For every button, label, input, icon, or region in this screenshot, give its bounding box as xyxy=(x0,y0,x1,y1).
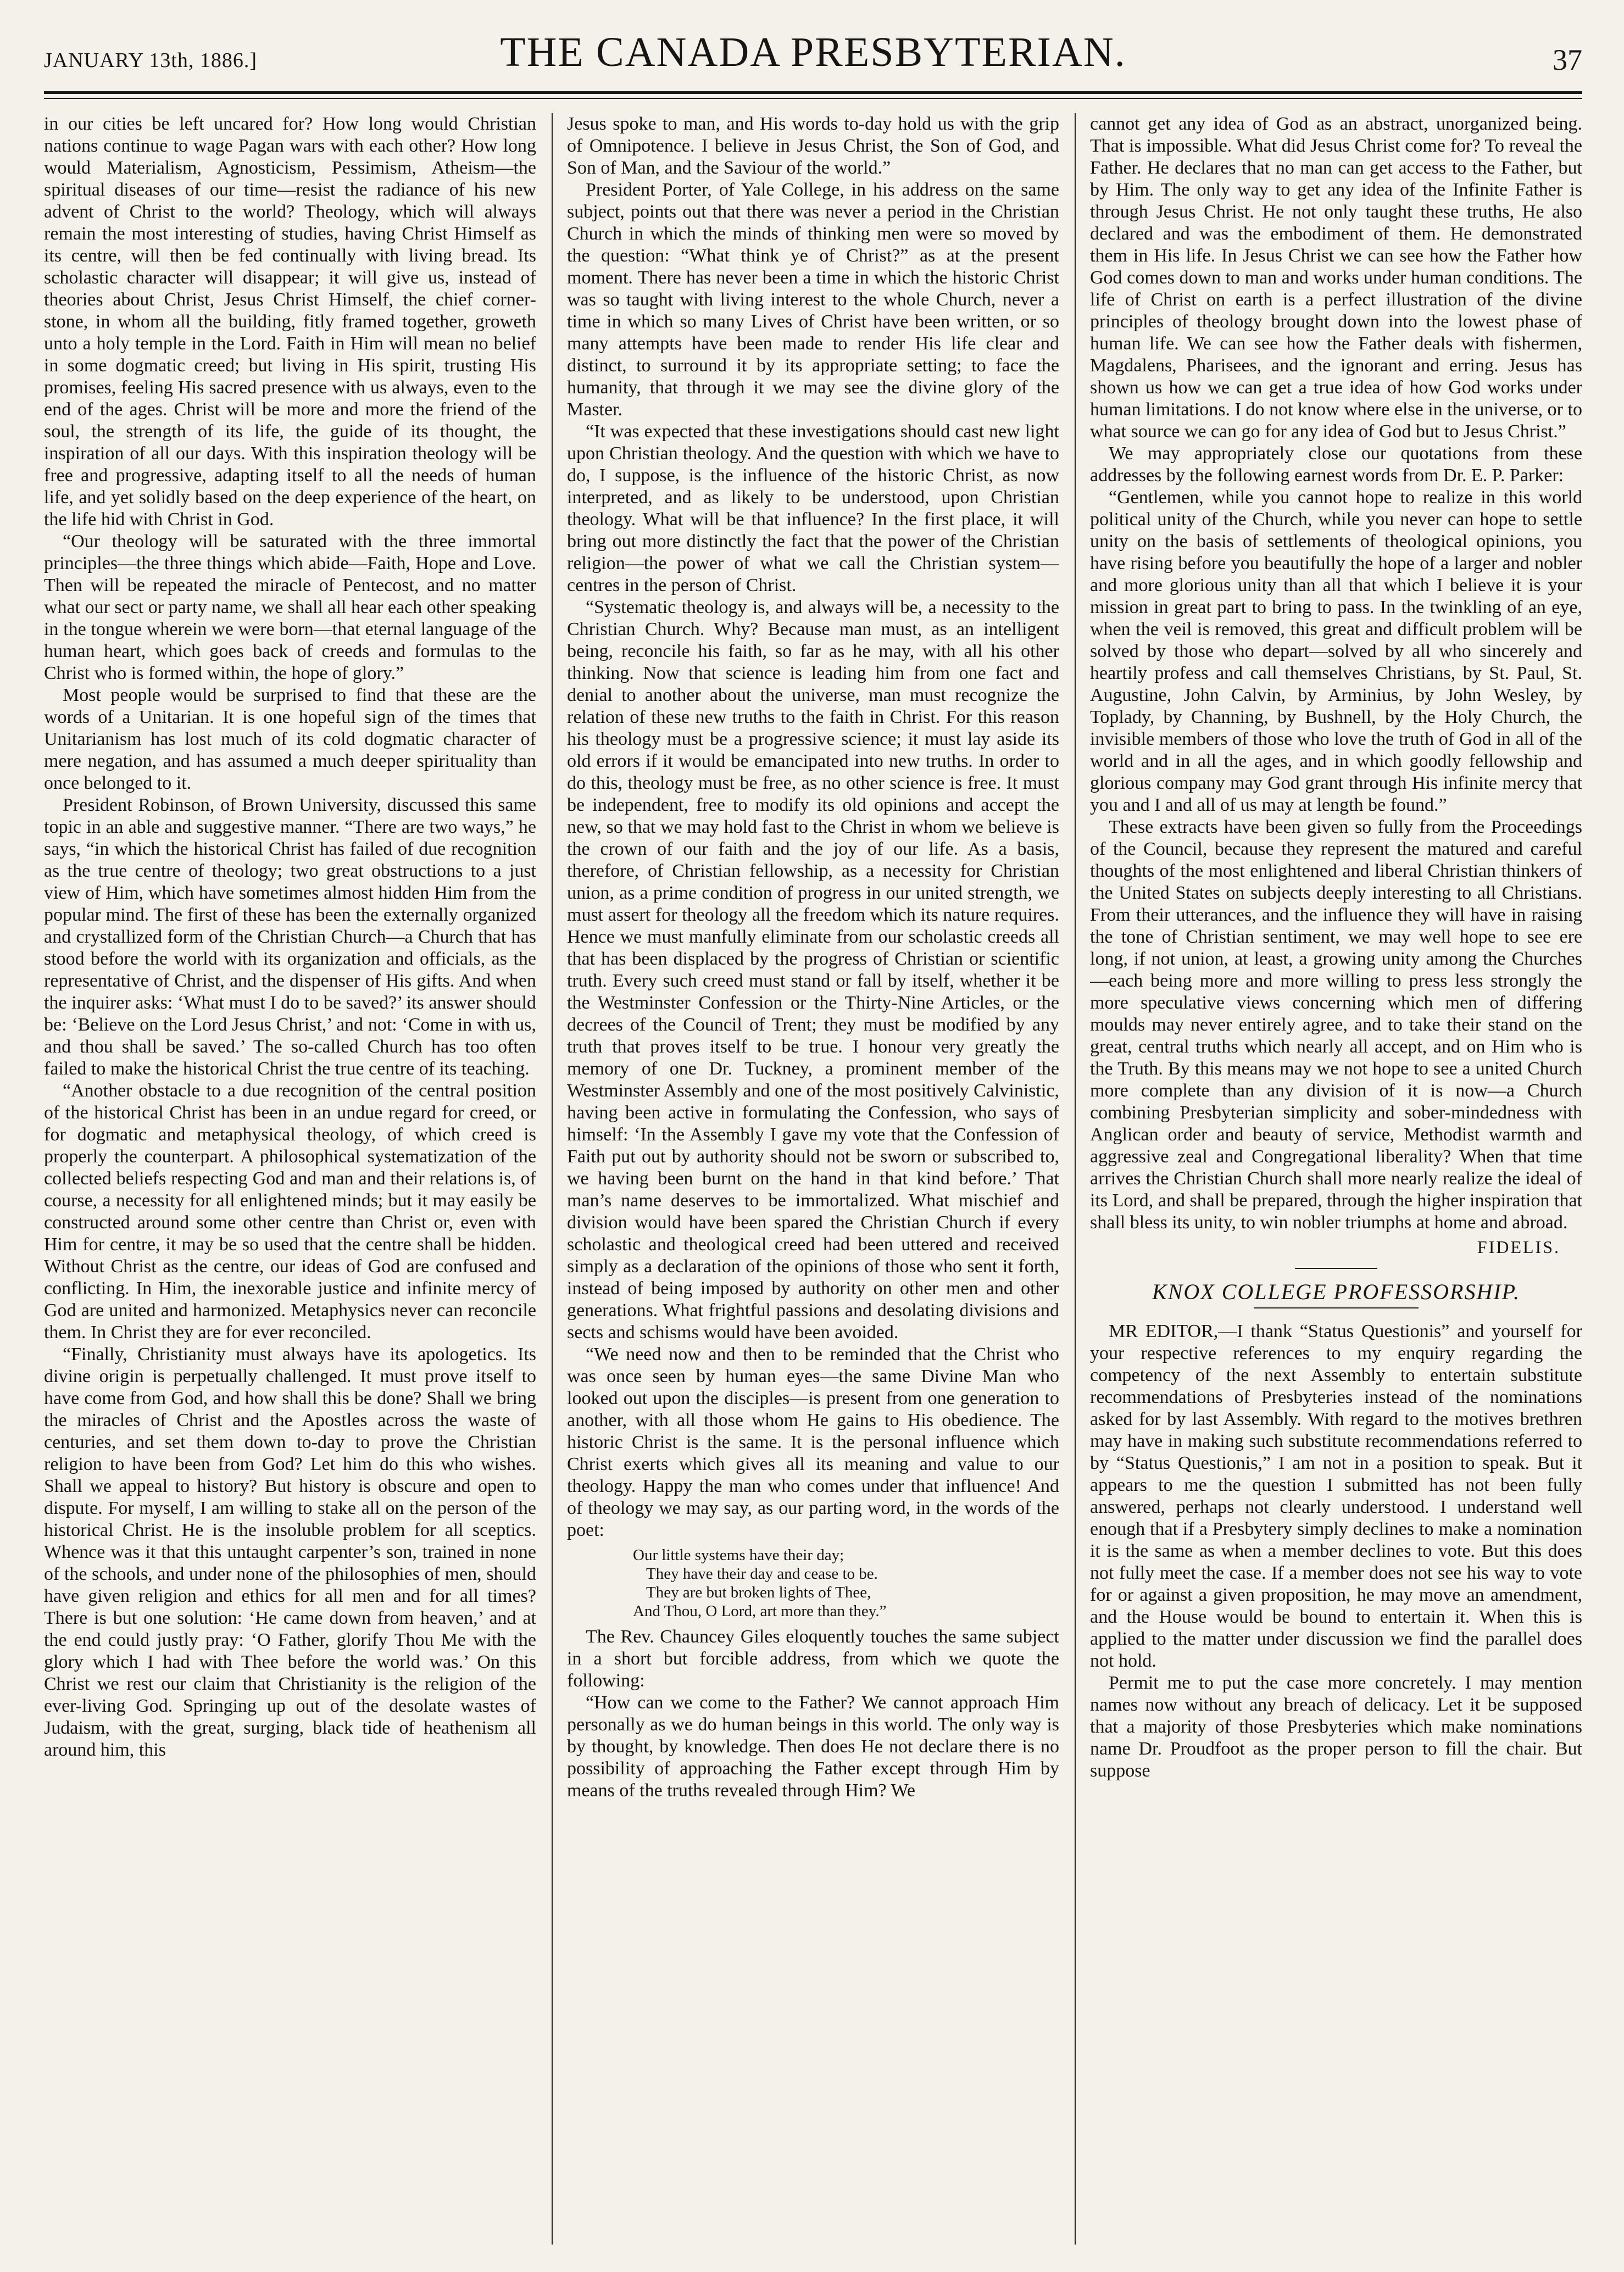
column-1 xyxy=(44,113,536,2245)
poem-line: They are but broken lights of Thee, xyxy=(646,1584,871,1601)
paragraph: “How can we come to the Father? We cannot approach Him personally as we do human beings in this world. The only way is by thought, by knowledge. Then does He not declare there is no possibility of approaching the Father except through Him by means of the truths revealed through Him? We xyxy=(567,1692,1059,1801)
paragraph: Jesus spoke to man, and His words to-day hold us with the grip of Omnipotence. I believe in Jesus Christ, the Son of God, and Son of Man, and the Saviour of the world.” xyxy=(567,114,1059,178)
masthead xyxy=(44,26,1582,83)
paragraph: Permit me to put the case more concretely. I may mention names now without any breach of delicacy. Let it be supposed that a majority of those Presbyteries which make nominations name Dr. Proudfoot as the proper person to fill the chair. But suppose xyxy=(1090,1673,1582,1781)
paragraph: “We need now and then to be reminded that the Christ who was once seen by human eyes—the same Divine Man who looked out upon the disciples—is present from one generation to another, with all those whom He gains to His obedience. The historic Christ is the same. It is the personal influence which Christ exerts which gives all its meaning and value to our theology. Happy the man who comes under that influence! And of theology we may say, as our parting word, in the words of the poet: xyxy=(567,1344,1059,1540)
issue-date: JANUARY 13th, 1886.] xyxy=(44,49,258,72)
page-number: 37 xyxy=(1553,43,1582,76)
paragraph: The Rev. Chauncey Giles eloquently touches the same subject in a short but forcible address, from which we quote the following: xyxy=(567,1627,1059,1691)
paragraph: in our cities be left uncared for? How long would Christian nations continue to wage Pagan wars with each other? How long would Materialism, Agnosticism, Pessimism, Atheism—the spiritual diseases of our time—resist the radiance of his new advent of Christ to the world? Theology, which will always remain the most interesting of studies, having Christ Himself as its centre, will then be fed continually with living bread. Its scholastic character will disappear; it will give us, instead of theories about Christ, Jesus Christ Himself, the chief corner-stone, in whom all the building, fitly framed together, groweth unto a holy temple in the Lord. Faith in Him will mean no belief in some dogmatic creed; but living in His spirit, trusting His promises, feeling His sacred presence with us always, even to the end of the ages. Christ will be more and more the friend of the soul, the strength of its life, the guide of its thought, the inspiration of all our days. With this inspiration theology will be free and progressive, adapting itself to all the needs of human life, and yet solidly based on the deep experience of the heart, on the life hid with Christ in God. xyxy=(44,114,536,530)
paragraph: These extracts have been given so fully from the Proceedings of the Council, because they represent the matured and careful thoughts of the most enlightened and liberal Christian thinkers of the United States on subjects deeply interesting to all Christians. From their utterances, and the influence they will have in raising the tone of Christian sentiment, we may well hope to see ere long, if not union, at least, a growing unity among the Churches—each being more and more willing to press less strongly the more speculative views concerning which men of differing moulds may never entirely agree, and to take their stand on the great, central truths which nearly all accept, and on Him who is the Truth. By this means may we not hope to see a united Church more complete than any division of it is now—a Church combining Presbyterian simplicity and sober-mindedness with Anglican order and beauty of service, Methodist warmth and aggressive zeal and Congregational liberality? When that time arrives the Christian Church shall more nearly realize the ideal of its Lord, and shall be prepared, through the higher inspiration that shall bless its unity, to win nobler triumphs at home and abroad. xyxy=(1090,817,1582,1233)
poem-line: They have their day and cease to be. xyxy=(646,1565,878,1583)
poem-line: And Thou, O Lord, art more than they.” xyxy=(633,1602,887,1620)
paragraph: We may appropriately close our quotations from these addresses by the following earnest words from Dr. E. P. Parker: xyxy=(1090,443,1582,486)
column-divider-2 xyxy=(1075,113,1076,2245)
paragraph: cannot get any idea of God as an abstract, unorganized being. That is impossible. What did Jesus Christ come for? To reveal the Father. He declares that no man can get access to the Father, but by Him. The only way to get any idea of the Infinite Father is through Jesus Christ. He not only taught these truths, He also declared and was the embodiment of them. He demonstrated them in His life. In Jesus Christ we can see how the Father how God comes down to man and works under human conditions. The life of Christ on earth is a perfect illustration of the divine principles of theology brought down into the lowest phase of human life. We can see how the Father deals with fishermen, Magdalens, Pharisees, and the ignorant and erring. Jesus has shown us how we can get a true idea of how God works under human limitations. I do not know where else in the universe, or to what source we can go for any idea of God but to Jesus Christ.” xyxy=(1090,114,1582,442)
paragraph: President Porter, of Yale College, in his address on the same subject, points out that there was never a period in the Christian Church in which the minds of thinking men were so moved by the question: “What think ye of Christ?” as at the present moment. There has never been a time in which the historic Christ was so taught with living interest to the whole Church, never a time in which so many Lives of Christ have been written, or so many attempts have been made to render His life clear and distinct, to surround it by its appropriate setting; to face the humanity, that through it we may see the divine glory of the Master. xyxy=(567,180,1059,420)
paragraph: President Robinson, of Brown University, discussed this same topic in an able and suggestive manner. “There are two ways,” he says, “in which the historical Christ has failed of due recognition as the true centre of theology; two great obstructions to a just view of Him, which have sometimes almost hidden Him from the popular mind. The first of these has been the externally organized and crystallized form of the Christian Church—a Church that has stood before the world with its organization and officials, as the representative of Christ, and the dispenser of His gifts. And when the inquirer asks: ‘What must I do to be saved?’ its answer should be: ‘Believe on the Lord Jesus Christ,’ and not: ‘Come in with us, and thou shall be saved.’ The so-called Church has too often failed to make the historical Christ the true centre of its teaching. xyxy=(44,795,536,1079)
column-3 xyxy=(1090,113,1582,2245)
paragraph: “Our theology will be saturated with the three immortal principles—the three things which abide—Faith, Hope and Love. Then will be repeated the miracle of Pentecost, and no matter what our sect or party name, we shall all hear each other speaking in the tongue wherein we were born—that eternal language of the human heart, which goes back of creeds and formulas to the Christ who is formed within, the hope of glory.” xyxy=(44,531,536,683)
section-heading: KNOX COLLEGE PROFESSORSHIP. xyxy=(1152,1279,1520,1304)
paragraph: “Systematic theology is, and always will be, a necessity to the Christian Church. Why? Because man must, as an intelligent being, reconcile his faith, so far as he may, with all his other thinking. Now that science is leading him from one fact and denial to another about the universe, man must recognize the relation of these new truths to the faith in Christ. For this reason his theology must be a progressive science; it must lay aside its old errors if it would be emancipated into new truths. In order to do this, theology must be free, as no other science is free. It must be independent, free to modify its old opinions and accept the new, so that we may hold fast to the Christ in whom we believe is the crown of our faith and the joy of our life. As a basis, therefore, of Christian fellowship, as a necessity for Christian union, as a prime condition of progress in our united strength, we must assert for theology all the freedom which its nature requires. Hence we must manfully eliminate from our scholastic creeds all that has been displaced by the progress of Christian or scientific truth. Every such creed must stand or fall by itself, whether it be the Westminster Confession or the Thirty-Nine Articles, or the decrees of the Council of Trent; they must be modified by any truth that proves itself to be true. I honour very greatly the memory of one Dr. Tuckney, a prominent member of the Westminster Assembly and one of the most positively Calvinistic, having been active in formulating the Confession, who says of himself: ‘In the Assembly I gave my vote that the Confession of Faith put out by authority should not be sworn or subscribed to, we having been burnt on the hand in that kind before.’ That man’s name deserves to be immortalized. What mischief and division would have been spared the Christian Church if every scholastic and theological creed had been uttered and received simply as a declaration of the opinions of those who sent it forth, instead of being imposed by authority on other men and other generations. What frightful passions and desolating divisions and sects and schisms would have been avoided. xyxy=(567,597,1059,1343)
paragraph: “It was expected that these investigations should cast new light upon Christian theology. And the question with which we have to do, I suppose, is the influence of the historic Christ, as now interpreted, and as likely to be understood, upon Christian theology. What will be that influence? In the first place, it will bring out more distinctly the fact that the power of the Christian religion—the power of what we call the Christian system—centres in the person of Christ. xyxy=(567,421,1059,595)
column-2 xyxy=(567,113,1059,2245)
masthead-rule-thick xyxy=(44,91,1582,94)
paragraph: Most people would be surprised to find that these are the words of a Unitarian. It is one hopeful sign of the times that Unitarianism has lost much of its cold dogmatic character of mere negation, and has assumed a much deeper spirituality than once belonged to it. xyxy=(44,685,536,793)
paragraph: “Finally, Christianity must always have its apologetics. Its divine origin is perpetually challenged. It must prove itself to have come from God, and how shall this be done? Shall we bring the miracles of Christ and the Apostles across the waste of centuries, and set them down to-day to prove the Christian religion to have been from God? Let him do this who wishes. Shall we appeal to history? But history is obscure and open to dispute. For myself, I am willing to stake all on the person of the historical Christ. He is the insoluble problem for all sceptics. Whence was it that this untaught carpenter’s son, trained in none of the schools, and under none of the philosophies of men, should have given religion and ethics for all men and for all times? There is but one solution: ‘He came down from heaven,’ and at the end could justly pray: ‘O Father, glorify Thou Me with the glory which I had with Thee before the world was.’ On this Christ we rest our claim that Christianity is the religion of the ever-living God. Springing up out of the desolate wastes of Judaism, with the great, surging, black tide of heathenism all around him, this xyxy=(44,1344,536,1760)
heading-rule-top xyxy=(1295,1268,1377,1269)
poem-quote xyxy=(633,1546,1059,1621)
heading-rule-bottom xyxy=(1254,1307,1419,1308)
poem-line: Our little systems have their day; xyxy=(633,1546,844,1564)
newspaper-title: THE CANADA PRESBYTERIAN. xyxy=(500,29,1126,75)
masthead-rule-thin xyxy=(44,98,1582,99)
signature: FIDELIS. xyxy=(1477,1237,1560,1257)
column-divider-1 xyxy=(552,113,553,2245)
paragraph: “Gentlemen, while you cannot hope to realize in this world political unity of the Church, while you never can hope to settle unity on the basis of settlements of theological opinions, you have rising before you beautifully the hope of a larger and nobler and more glorious unity than all that which I believe it is your mission in great part to bring to pass. In the twinkling of an eye, when the veil is removed, this great and difficult problem will be solved by those who depart—solved by all who sincerely and heartily profess and call themselves Christians, by St. Paul, St. Augustine, John Calvin, by Arminius, by John Wesley, by Toplady, by Channing, by Bushnell, by the Holy Church, the invisible members of those who love the truth of God in all of the world and in all the ages, and in which goodly fellowship and glorious company may God grant through His infinite mercy that you and I and all of us may at length be found.” xyxy=(1090,487,1582,815)
paragraph: “Another obstacle to a due recognition of the central position of the historical Christ has been in an undue regard for creed, or for dogmatic and metaphysical theology, of which creed is properly the counterpart. A philosophical systematization of the collected beliefs respecting God and man and their relations is, of course, a necessity for all enlightened minds; but it may easily be constructed around some other centre than Christ or, even with Him for centre, it may be so used that the centre shall be hidden. Without Christ as the centre, our ideas of God are confused and conflicting. In Him, the inexorable justice and infinite mercy of God are united and harmonized. Metaphysics never can reconcile them. In Christ they are for ever reconciled. xyxy=(44,1081,536,1343)
paragraph: MR EDITOR,—I thank “Status Questionis” and yourself for your respective references to my enquiry regarding the competency of the next Assembly to entertain substitute recommendations of Presbyteries instead of the nominations asked for by last Assembly. With regard to the motives brethren may have in making such substitute recommendations referred to by “Status Questionis,” I am not in a position to speak. But it appears to me the question I submitted has not been fully answered, perhaps not clearly understood. I understand well enough that if a Presbytery simply declines to make a nomination it is the same as when a member declines to vote. But this does not fully meet the case. If a member does not see his way to vote for or against a given proposition, he may move an amendment, and the House would be bound to entertain it. When this is applied to the matter under discussion we find the parallel does not hold. xyxy=(1090,1321,1582,1671)
